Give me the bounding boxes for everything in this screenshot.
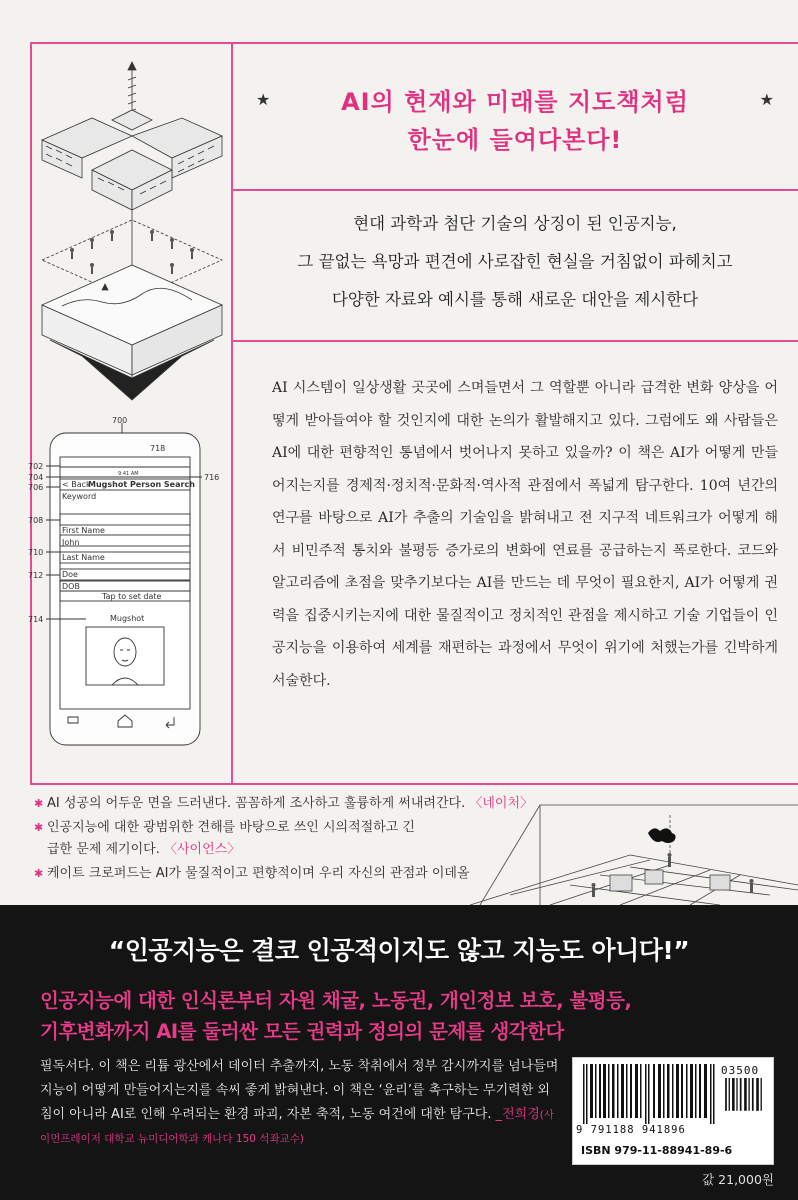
ref-710: 710 — [28, 548, 44, 557]
last-name-label: Last Name — [62, 553, 105, 562]
review-item — [34, 863, 534, 885]
frame-divider-2 — [231, 340, 798, 342]
review-source: 〈네이처〉 — [469, 796, 534, 811]
subheadline-line: 그 끝없는 욕망과 편견에 사로잡힌 현실을 거침없이 파헤치고 — [297, 252, 733, 271]
asterisk-icon: ✱ — [34, 867, 44, 880]
band-review — [40, 1055, 560, 1151]
ref-700: 700 — [112, 416, 128, 425]
ref-708: 708 — [28, 516, 44, 525]
review-text: 인공지능에 대한 광범위한 견해를 바탕으로 쓰인 시의적절하고 긴급한 문제 제기이다. — [47, 820, 415, 857]
frame-bottom-line — [30, 783, 798, 785]
star-icon: ★ — [759, 90, 774, 109]
status-time: 9:41 AM — [118, 471, 139, 477]
last-name-value: Doe — [62, 570, 78, 579]
review-item — [34, 793, 534, 815]
band-pink-line: 기후변화까지 AI를 둘러싼 모든 권력과 정의의 문제를 생각한다 — [40, 1020, 564, 1043]
price: 값 21,000원 — [702, 1172, 774, 1187]
isbn-number: ISBN 979-11-88941-89-6 — [581, 1144, 733, 1157]
asterisk-icon: ✱ — [34, 821, 44, 834]
phone-patent-drawing — [26, 415, 228, 750]
subheadline-line: 현대 과학과 첨단 기술의 상징이 된 인공지능, — [353, 214, 677, 233]
first-name-value: John — [62, 538, 80, 547]
ref-718: 718 — [150, 444, 166, 453]
headline-line-1: AI의 현재와 미래를 지도책처럼 — [341, 88, 689, 116]
ref-714: 714 — [28, 615, 44, 624]
barcode-ean-number: 9 791188 941896 — [576, 1124, 686, 1136]
band-review-author: _전희경 — [495, 1107, 540, 1122]
phone-title: Mugshot Person Search — [88, 480, 195, 489]
frame-top-line — [30, 42, 798, 44]
subheadline-line: 다양한 자료와 예시를 통해 새로운 대안을 제시한다 — [331, 290, 699, 309]
barcode-bars — [583, 1064, 719, 1124]
band-pink-text — [40, 985, 778, 1047]
subheadline — [232, 205, 798, 319]
asterisk-icon: ✱ — [34, 797, 44, 810]
review-quotes — [34, 793, 534, 887]
dob-label: DOB — [62, 582, 80, 591]
phone-back: < Back — [62, 480, 91, 489]
ref-706: 706 — [28, 483, 44, 492]
star-icon: ★ — [256, 90, 271, 109]
keyword-field: Keyword — [62, 492, 97, 501]
ref-712: 712 — [28, 571, 44, 580]
mugshot-label: Mugshot — [110, 614, 145, 623]
dob-button: Tap to set date — [102, 592, 162, 601]
headline — [232, 62, 798, 190]
description-body: AI 시스템이 일상생활 곳곳에 스며들면서 그 역할뿐 아니라 급격한 변화 양상을 어떻게 받아들여야 할 것인지에 대한 논의가 활발해지고 있다. 그럼에도 왜 사람들은 AI에 대한 편향적인 통념에서 벗어나지 못하고 있을까? 이 책은 AI가 어떻게 만들어지는지를 경제적·정치적·문화적·역사적 관점에서 폭넓게 탐구한다. 10여 년간의 연구를 바탕으로 AI가 추출의 기술임을 밝혀내고 전 지구적 네트워크가 어떻게 해서 비민주적 통치와 불평등 증가로의 변화에 연료를 공급하는지 폭로한다. 코드와 알고리즘에 초점을 맞추기보다는 AI를 만드는 데 무엇이 필요한지, AI가 어떻게 권력을 집중시키는지에 대한 물질적이고 정치적인 관점을 제시하고 기술 기업들이 인공지능을 이용하여 세계를 재편하는 과정에서 무엇이 위기에 처했는가를 긴박하게 서술한다. — [272, 380, 778, 689]
isbn-barcode — [572, 1057, 774, 1165]
barcode-addon-bars — [721, 1078, 769, 1116]
review-source: 〈사이언스〉 — [164, 842, 241, 857]
isometric-infrastructure-illustration — [32, 60, 230, 405]
headline-line-2: 한눈에 들여다본다! — [407, 126, 623, 154]
barcode-addon-number: 03500 — [721, 1064, 760, 1077]
band-review-text: 필독서다. 이 책은 리튬 광산에서 데이터 추출까지, 노동 착취에서 정부 감시까지를 넘나들며 지능이 어떻게 만들어지는지를 속씨 좋게 밝혀낸다. 이 책은 ‘윤리’를 촉구하는 무기력한 외침이 아니라 AI로 인해 우려되는 환경 파괴, 자본 축적, 노동 여건에 대한 탐구다. — [40, 1059, 559, 1122]
review-item — [34, 817, 424, 861]
first-name-label: First Name — [62, 526, 105, 535]
ref-704: 704 — [28, 473, 44, 482]
review-text: 케이트 크로퍼드는 AI가 물질적이고 편향적이며 우리 자신의 관점과 이데올 — [47, 866, 470, 881]
band-quote: “인공지능은 결코 인공적이지도 않고 지능도 아니다!” — [108, 936, 690, 965]
ref-702: 702 — [28, 462, 44, 471]
review-text: AI 성공의 어두운 면을 드러낸다. 꼼꼼하게 조사하고 훌륭하게 써내려간다. — [47, 796, 470, 811]
band-pink-line: 인공지능에 대한 인식론부터 자원 채굴, 노동권, 개인정보 보호, 불평등, — [40, 989, 632, 1012]
ref-716: 716 — [204, 473, 220, 482]
perspective-room-illustration — [470, 795, 798, 905]
band-review-affiliation: (사이먼프레이저 대학교 뉴미디어학과 캐나다 150 석좌교수) — [40, 1109, 555, 1145]
